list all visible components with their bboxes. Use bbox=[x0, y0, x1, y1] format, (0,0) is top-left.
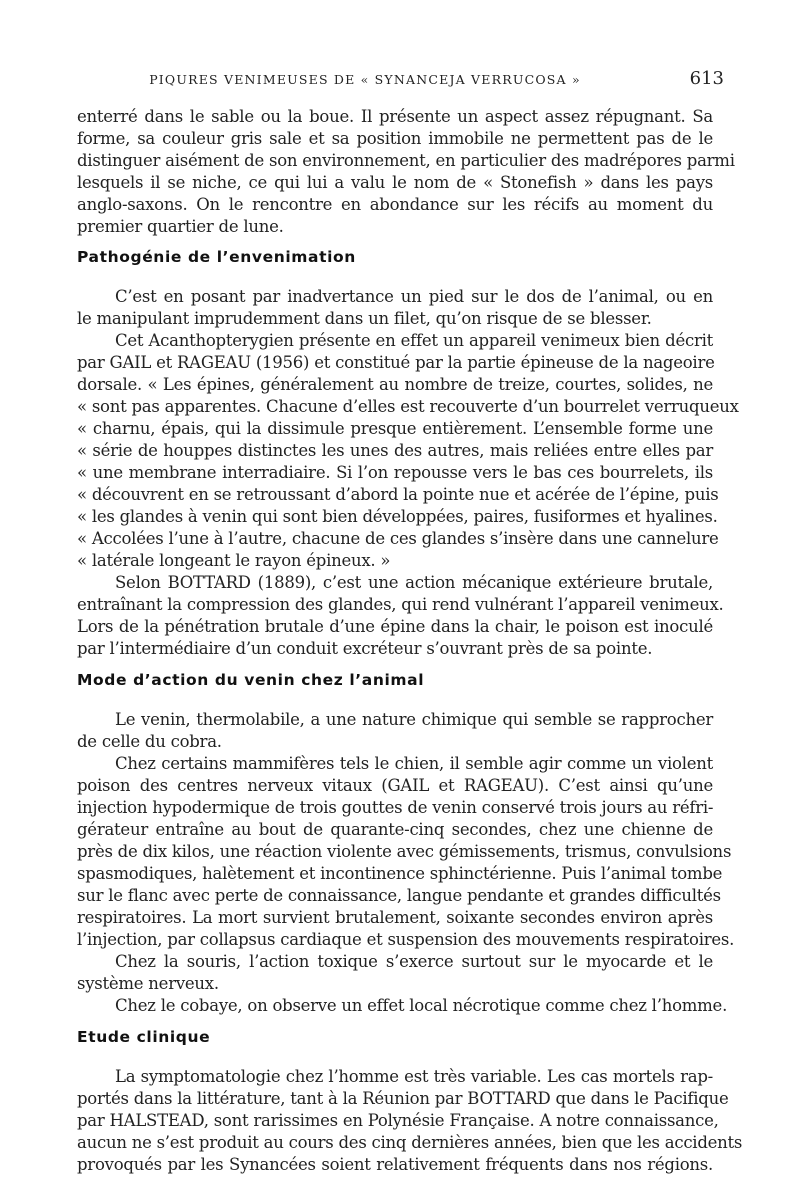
text-line: Cet Acanthopterygien présente en effet un appareil venimeux bien décrit bbox=[115, 331, 713, 350]
section-heading: Mode d’action du venin chez l’animal bbox=[77, 671, 425, 689]
text-line: premier quartier de lune. bbox=[77, 217, 284, 236]
text-line: portés dans la littérature, tant à la Réunion par BOTTARD que dans le Pacifique bbox=[77, 1089, 729, 1108]
text-line: « sont pas apparentes. Chacune d’elles est recouverte d’un bourrelet verruqueux bbox=[77, 397, 739, 416]
section-heading: Pathogénie de l’envenimation bbox=[77, 248, 356, 266]
text-line: système nerveux. bbox=[77, 974, 219, 993]
text-line: « découvrent en se retroussant d’abord la pointe nue et acérée de l’épine, puis bbox=[77, 485, 719, 504]
text-line: « série de houppes distinctes les unes des autres, mais reliées entre elles par bbox=[77, 441, 713, 460]
text-line: « Accolées l’une à l’autre, chacune de ces glandes s’insère dans une cannelure bbox=[77, 529, 719, 548]
text-line: gérateur entraîne au bout de quarante-cinq secondes, chez une chienne de bbox=[77, 820, 713, 839]
text-line: C’est en posant par inadvertance un pied sur le dos de l’animal, ou en bbox=[115, 287, 713, 306]
text-line: provoqués par les Synancées soient relativement fréquents dans nos régions. bbox=[77, 1155, 713, 1174]
running-header bbox=[76, 66, 724, 92]
text-line: sur le flanc avec perte de connaissance, langue pendante et grandes difficultés bbox=[77, 886, 721, 905]
text-line: par l’intermédiaire d’un conduit excréteur s’ouvrant près de sa pointe. bbox=[77, 639, 653, 658]
text-line: « une membrane interradiaire. Si l’on repousse vers le bas ces bourrelets, ils bbox=[77, 463, 713, 482]
text-line: aucun ne s’est produit au cours des cinq dernières années, bien que les accidents bbox=[77, 1133, 743, 1152]
text-line: lesquels il se niche, ce qui lui a valu le nom de « Stonefish » dans les pays bbox=[77, 173, 713, 192]
text-line: Selon BOTTARD (1889), c’est une action mécanique extérieure brutale, bbox=[115, 573, 713, 592]
text-line: respiratoires. La mort survient brutalement, soixante secondes environ après bbox=[77, 908, 713, 927]
text-line: le manipulant imprudemment dans un filet, qu’on risque de se blesser. bbox=[77, 309, 652, 328]
text-line: par GAIL et RAGEAU (1956) et constitué par la partie épineuse de la nageoire bbox=[77, 353, 715, 372]
text-line: poison des centres nerveux vitaux (GAIL et RAGEAU). C’est ainsi qu’une bbox=[77, 776, 713, 795]
running-title: PIQURES VENIMEUSES DE « SYNANCEJA VERRUCOSA » bbox=[149, 72, 581, 87]
text-line: Lors de la pénétration brutale d’une épine dans la chair, le poison est inoculé bbox=[77, 617, 713, 636]
text-line: « latérale longeant le rayon épineux. » bbox=[77, 551, 391, 570]
text-line: dorsale. « Les épines, généralement au nombre de treize, courtes, solides, ne bbox=[77, 375, 713, 394]
text-line: près de dix kilos, une réaction violente avec gémissements, trismus, convulsions bbox=[77, 842, 732, 861]
text-line: de celle du cobra. bbox=[77, 732, 222, 751]
text-line: Chez certains mammifères tels le chien, il semble agir comme un violent bbox=[115, 754, 713, 773]
text-line: « charnu, épais, qui la dissimule presque entièrement. L’ensemble forme une bbox=[77, 419, 713, 438]
text-line: Le venin, thermolabile, a une nature chimique qui semble se rapprocher bbox=[115, 710, 713, 729]
text-line: spasmodiques, halètement et incontinence sphinctérienne. Puis l’animal tombe bbox=[77, 864, 723, 883]
text-line: injection hypodermique de trois gouttes de venin conservé trois jours au réfri- bbox=[77, 798, 714, 817]
section-heading: Etude clinique bbox=[77, 1028, 211, 1046]
text-line: entraînant la compression des glandes, qui rend vulnérant l’appareil venimeux. bbox=[77, 595, 724, 614]
text-line: Chez la souris, l’action toxique s’exerce surtout sur le myocarde et le bbox=[115, 952, 713, 971]
text-line: enterré dans le sable ou la boue. Il présente un aspect assez répugnant. Sa bbox=[77, 107, 713, 126]
text-line: « les glandes à venin qui sont bien développées, paires, fusiformes et hyalines. bbox=[77, 507, 718, 526]
text-line: anglo-saxons. On le rencontre en abondance sur les récifs au moment du bbox=[77, 195, 713, 214]
text-line: La symptomatologie chez l’homme est très variable. Les cas mortels rap- bbox=[115, 1067, 713, 1086]
page-number: 613 bbox=[689, 68, 724, 89]
text-line: Chez le cobaye, on observe un effet local nécrotique comme chez l’homme. bbox=[115, 996, 728, 1015]
text-line: forme, sa couleur gris sale et sa position immobile ne permettent pas de le bbox=[77, 129, 713, 148]
text-line: distinguer aisément de son environnement, en particulier des madrépores parmi bbox=[77, 151, 735, 170]
text-line: par HALSTEAD, sont rarissimes en Polynésie Française. A notre connaissance, bbox=[77, 1111, 719, 1130]
text-line: l’injection, par collapsus cardiaque et suspension des mouvements respiratoires. bbox=[77, 930, 735, 949]
